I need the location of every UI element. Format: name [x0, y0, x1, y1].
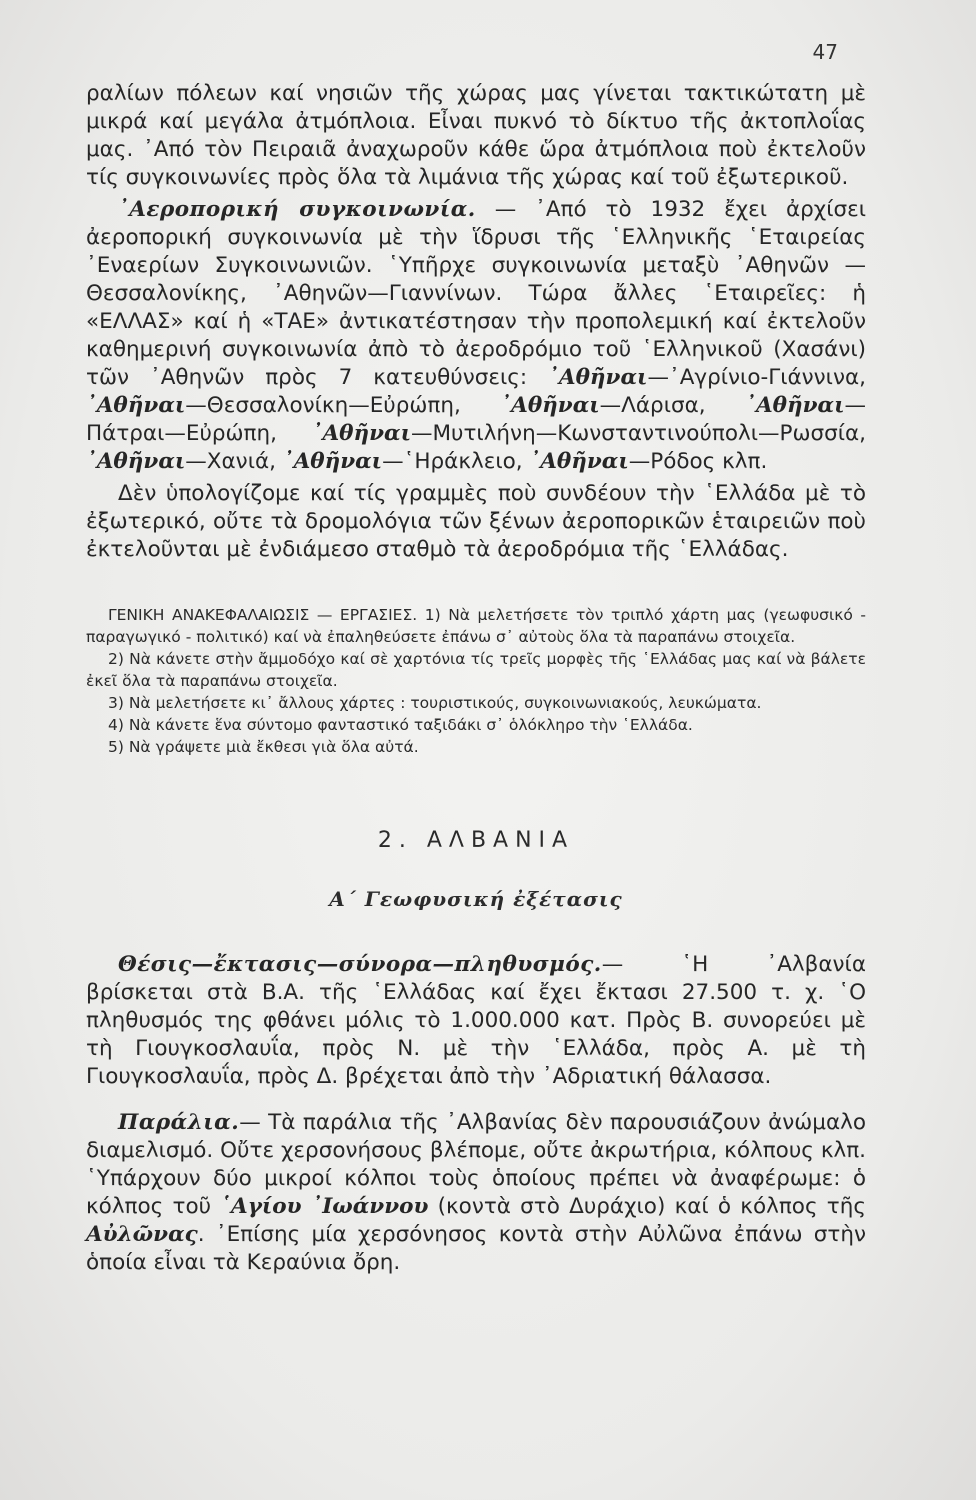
- city-athens: ᾿Αθῆναι: [529, 449, 629, 474]
- section-title: 2. ΑΛΒΑΝΙΑ: [377, 828, 575, 853]
- city-athens: ᾿Αθῆναι: [86, 393, 186, 418]
- city-athens: ᾿Αθῆναι: [548, 365, 648, 390]
- exercises-heading: ΓΕΝΙΚΗ ΑΝΑΚΕΦΑΛΑΙΩΣΙΣ — ΕΡΓΑΣΙΕΣ.: [108, 606, 418, 624]
- exercise-item-1-text: 1) Νὰ μελετήσετε τὸν τριπλό χάρτη μας (γεωφυσικό - παραγωγικό - πολιτικό) καί νὰ ἐπαληθεύσετε ἐπάνω σ᾿ αὐτοὺς ὅλα τὰ παραπάνω στοιχεῖα.: [86, 606, 866, 646]
- air-transport-heading: ᾿Αεροπορική συγκοινωνία.: [118, 197, 476, 222]
- route-3: —Λάρισα,: [599, 393, 746, 418]
- route-6: —Χανιά,: [185, 449, 283, 474]
- coast-heading: Παράλια.: [118, 1110, 240, 1135]
- subsection-title: Α΄ Γεωφυσική ἐξέτασις: [329, 887, 623, 911]
- city-athens: ᾿Αθῆναι: [86, 449, 186, 474]
- city-athens: ᾿Αθῆναι: [282, 449, 383, 474]
- exercises-block: [86, 604, 866, 758]
- city-athens: ᾿Αθῆναι: [500, 393, 600, 418]
- exercise-item-5: 5) Νὰ γράψετε μιὰ ἔκθεσι γιὰ ὅλα αὐτά.: [108, 738, 419, 756]
- page-number: 47: [812, 40, 838, 64]
- exercise-item-3: 3) Νὰ μελετήσετε κι᾿ ἄλλους χάρτες : τουριστικούς, συγκοινωνιακούς, λευκώματα.: [108, 694, 762, 712]
- coast-text-b: (κοντὰ στὸ Δυράχιο) καί ὁ κόλπος τῆς: [428, 1194, 866, 1219]
- route-5: —Μυτιλήνη—Κωνσταντινούπολι—Ρωσσία,: [411, 421, 866, 446]
- route-1: —᾿Αγρίνιο-Γιάννινα,: [647, 365, 866, 390]
- coast-text-c: . ᾿Επίσης μία χερσόνησος κοντὰ στὴν Αὐλῶνα ἐπάνω στὴν ὁποία εἶναι τὰ Κεραύνια ὄρη.: [86, 1222, 866, 1275]
- paragraph-air-transport: [86, 196, 866, 476]
- paragraph-sea-transport: ραλίων πόλεων καί νησιῶν τῆς χώρας μας γίνεται τακτικώτατη μὲ μικρά καί μεγάλα ἀτμόπλοια. Εἶναι πυκνό τὸ δίκτυο τῆς ἀκτοπλοΐας μας. ᾿Από τὸν Πειραιᾶ ἀναχωροῦν κάθε ὥρα ἀτμόπλοια ποὺ ἐκτελοῦν τίς συγκοινωνίες πρὸς ὅλα τὰ λιμάνια τῆς χώρας καί τοῦ ἐξωτερικοῦ.: [86, 81, 866, 190]
- city-athens: ᾿Αθῆναι: [311, 421, 411, 446]
- paragraph-position: [86, 951, 866, 1091]
- city-athens: ᾿Αθῆναι: [745, 393, 845, 418]
- position-heading: Θέσις—ἔκτασις—σύνορα—πληθυσμός.: [118, 952, 602, 977]
- albania-text: [86, 951, 866, 1277]
- exercise-item-1: [86, 604, 866, 648]
- position-text: — ῾Η ᾿Αλβανία βρίσκεται στὰ Β.Α. τῆς ῾Ελλάδας καί ἔχει ἔκτασι 27.500 τ. χ. ῾Ο πληθυσμός της φθάνει μόλις τὸ 1.000.000 κατ. Πρὸς Β. συνορεύει μὲ τὴ Γιουγκοσλαυΐα, πρὸς Ν. μὲ τὴν ῾Ελλάδα, πρὸς Α. μὲ τὴ Γιουγκοσλαυΐα, πρὸς Δ. βρέχεται ἀπὸ τὴν ᾿Αδριατική θάλασσα.: [86, 952, 866, 1089]
- paragraph-coast: [86, 1109, 866, 1277]
- route-8: —Ρόδος κλπ.: [628, 449, 768, 474]
- route-2: —Θεσσαλονίκη—Εὐρώπη,: [185, 393, 501, 418]
- route-4: —Πάτραι—Εὐρώπη,: [86, 393, 866, 446]
- exercise-item-4: 4) Νὰ κάνετε ἕνα σύντομο φανταστικό ταξιδάκι σ᾿ ὁλόκληρο τὴν ῾Ελλάδα.: [108, 716, 693, 734]
- exercise-item-2: 2) Νὰ κάνετε στὴν ἄμμοδόχο καί σὲ χαρτόνια τίς τρεῖς μορφὲς τῆς ῾Ελλάδας μας καί νὰ βάλετε ἐκεῖ ὅλα τὰ παραπάνω στοιχεῖα.: [86, 650, 866, 690]
- air-transport-text: — ᾿Από τὸ 1932 ἔχει ἀρχίσει ἀεροπορική συγκοινωνία μὲ τὴν ἵδρυσι τῆς ῾Ελληνικῆς ῾Εταιρείας ᾿Εναερίων Συγκοινωνιῶν. ῾Υπῆρχε συγκοινωνία μεταξὺ ᾿Αθηνῶν — Θεσσαλονίκης, ᾿Αθηνῶν—Γιαννίνων. Τώρα ἄλλες ῾Εταιρεῖες: ἡ «ΕΛΛΑΣ» καί ἡ «ΤΑΕ» ἀντικατέστησαν τὴν προπολεμική καί ἐκτελοῦν καθημερινή συγκοινωνία ἀπὸ τὸ ἀεροδρόμιο τοῦ ῾Ελληνικοῦ (Χασάνι) τῶν ᾿Αθηνῶν πρὸς 7 κατευθύνσεις:: [86, 197, 867, 390]
- gulf-name-1: ῾Αγίου ᾿Ιωάννου: [220, 1194, 429, 1219]
- route-7: —῾Ηράκλειο,: [382, 449, 530, 474]
- main-text: [86, 80, 866, 564]
- gulf-name-2: Αὐλῶνας: [86, 1222, 198, 1247]
- coast-text-a: — Τὰ παράλια τῆς ᾿Αλβανίας δὲν παρουσιάζουν ἀνώμαλο διαμελισμό. Οὔτε χερσονήσους βλέπομε, οὔτε ἀκρωτήρια, κόλπους κλπ. ῾Υπάρχουν δύο μικροί κόλποι τοὺς ὁποίους πρέπει νὰ ἀναφέρωμε: ὁ κόλπος τοῦ: [86, 1110, 866, 1219]
- paragraph-foreign-lines: Δὲν ὑπολογίζομε καί τίς γραμμὲς ποὺ συνδέουν τὴν ῾Ελλάδα μὲ τὸ ἐξωτερικό, οὔτε τὰ δρομολόγια τῶν ξένων ἀεροπορικῶν ἑταιρειῶν ποὺ ἐκτελοῦνται μὲ ἐνδιάμεσο σταθμὸ τὰ ἀεροδρόμια τῆς ῾Ελλάδας.: [86, 481, 866, 562]
